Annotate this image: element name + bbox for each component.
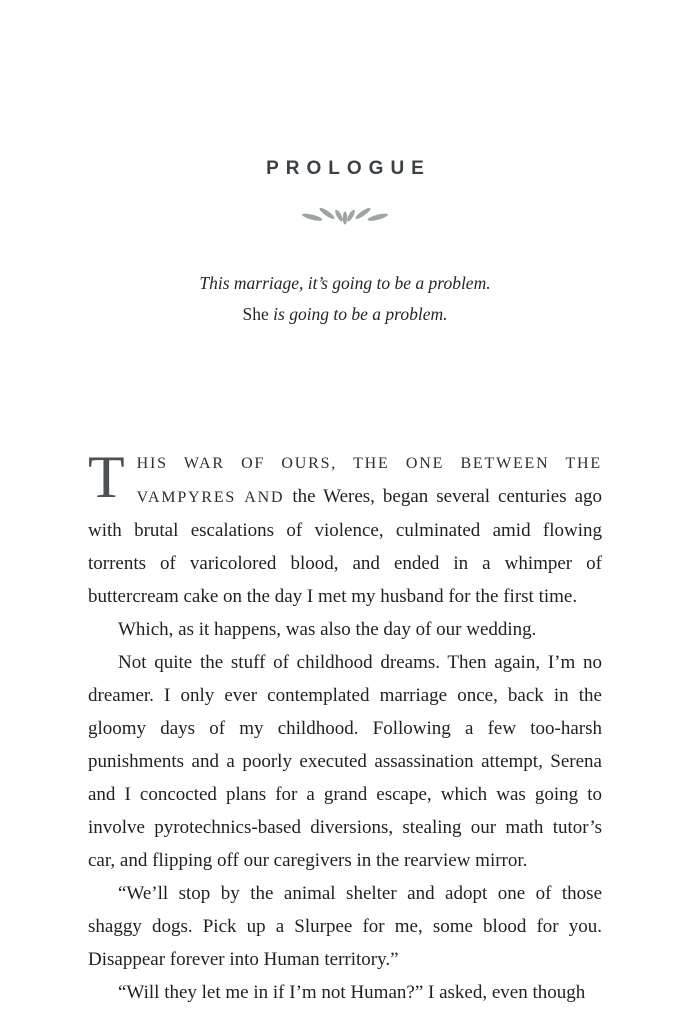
drop-cap: T <box>88 444 125 510</box>
epigraph-line-2-rest: is going to be a problem. <box>268 304 448 324</box>
epigraph-line-2 <box>88 299 602 330</box>
paragraph-opening-rest: the Weres, began several centuries ago with brutal escalations of violence, culminated amid flowing torrents of varicolored blood, and ended in a whimper of buttercream cake on the day I met my husband for the first time. <box>88 486 603 607</box>
epigraph-line-2-lead: She <box>242 304 269 324</box>
laurel-flourish-icon <box>265 221 425 238</box>
epigraph <box>88 268 602 330</box>
epigraph-line-1-text: This marriage, it’s going to be a problem. <box>199 273 491 293</box>
paragraph: Which, as it happens, was also the day of our wedding. <box>118 619 537 640</box>
opening-phrase: HIS WAR OF OURS, THE ONE BETWEEN THE VAMPYRES AND <box>136 455 602 506</box>
paragraph: Not quite the stuff of childhood dreams. Then again, I’m no dreamer. I only ever contemplated marriage once, back in the gloomy days of my childhood. Following a few too-harsh punishments and a poorly executed assassination attempt, Serena and I concocted plans for a grand escape, which was going to involve pyrotechnics-based diversions, stealing our math tutor’s car, and flipping off our caregivers in the rearview mirror. <box>88 652 602 871</box>
paragraph: “Will they let me in if I’m not Human?” I asked, even though <box>118 982 586 1003</box>
paragraph: “We’ll stop by the animal shelter and adopt one of those shaggy dogs. Pick up a Slurpee for me, some blood for you. Disappear forever into Human territory.” <box>88 883 602 970</box>
epigraph-line-1 <box>88 268 602 299</box>
page-title: PROLOGUE <box>266 158 431 179</box>
paragraph-opening <box>88 446 602 613</box>
body-text <box>88 446 602 1009</box>
ornament-container <box>88 204 602 234</box>
